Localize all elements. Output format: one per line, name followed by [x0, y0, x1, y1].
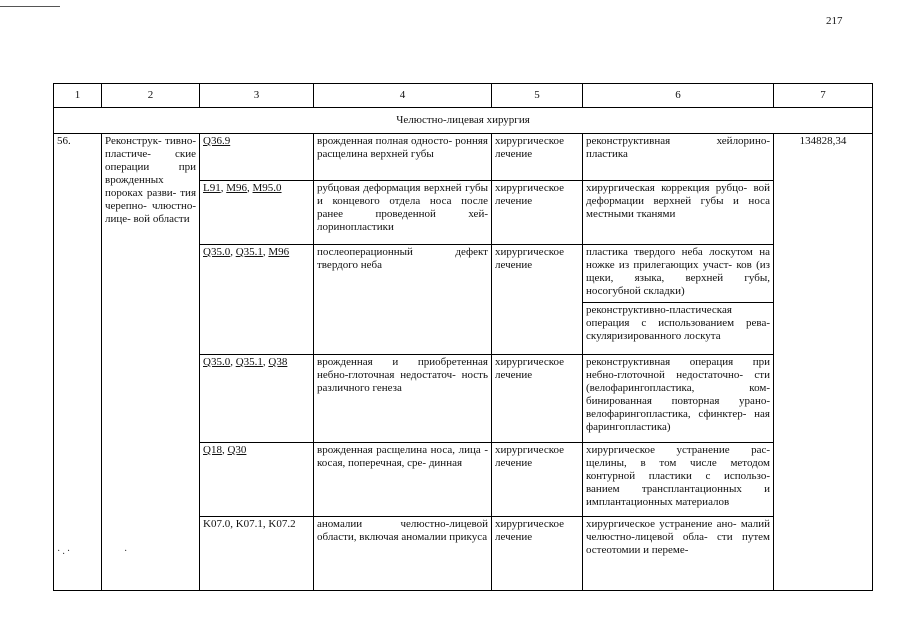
column-number: 5 — [492, 84, 583, 108]
scan-mark: · — [124, 546, 128, 557]
diagnosis-code[interactable]: M96 — [268, 246, 290, 258]
diagnosis-codes — [200, 134, 314, 181]
diagnosis-code[interactable]: Q35.0 — [203, 356, 231, 368]
disease-model: аномалии челюстно-лицевой области, включая аномалии прикуса — [314, 517, 492, 591]
page-number: 217 — [826, 15, 843, 27]
column-number: 4 — [314, 84, 492, 108]
column-number: 6 — [583, 84, 774, 108]
diagnosis-code[interactable]: Q18 — [203, 444, 222, 456]
item-name: Реконструк- тивно-пластиче- ские операции при врожденных пороках разви- тия черепно- члюстно-лице- вой области — [102, 134, 200, 591]
diagnosis-code[interactable]: Q35.1 — [235, 246, 263, 258]
column-number: 2 — [102, 84, 200, 108]
treatment-type: хирургическое лечение — [492, 355, 583, 443]
treatment-method: пластика твердого неба лоскутом на ножке из прилегающих участ- ков (из щеки, языка, верхней губы, носогубной складки) — [583, 245, 774, 303]
diagnosis-codes: Q35.0, Q35.1, Q38 — [200, 355, 314, 443]
disease-model: послеоперационный дефект твердого неба — [314, 245, 492, 355]
diagnosis-code[interactable]: Q30 — [227, 444, 247, 456]
column-number-row — [54, 84, 873, 108]
disease-model: врожденная полная односто- ронняя расщелина верхней губы — [314, 134, 492, 181]
treatment-type: хирургическое лечение — [492, 245, 583, 355]
column-number: 3 — [200, 84, 314, 108]
diagnosis-code[interactable]: Q35.1 — [235, 356, 263, 368]
diagnosis-code[interactable]: M96 — [226, 182, 248, 194]
treatment-type: хирургическое лечение — [492, 134, 583, 181]
diagnosis-code: K07.1 — [235, 518, 263, 530]
diagnosis-codes: Q18, Q30 — [200, 443, 314, 517]
diagnosis-code: K07.2 — [268, 518, 296, 530]
section-row — [54, 108, 873, 134]
diagnosis-code: K07.0 — [203, 518, 231, 530]
diagnosis-codes: Q35.0, Q35.1, M96 — [200, 245, 314, 355]
procedures-table — [53, 83, 873, 591]
header-rule — [0, 6, 60, 7]
diagnosis-codes: K07.0, K07.1, K07.2 — [200, 517, 314, 591]
column-number: 7 — [774, 84, 873, 108]
treatment-method: реконструктивная операция при небно-глоточной недостаточно- сти (велофарингопластика, ком- бинированная повторная урано- велофарингопластика, сфинктер- ная фарингопластика) — [583, 355, 774, 443]
treatment-type: хирургическое лечение — [492, 181, 583, 245]
treatment-method: хирургическое устранение рас- щелины, в том числе методом контурной пластики с использо- ванием трансплантационных и имплантационных материалов — [583, 443, 774, 517]
section-title: Челюстно-лицевая хирургия — [54, 108, 873, 134]
treatment-method: реконструктивно-пластическая операция с использованием рева- скуляризированного лоскута — [583, 303, 774, 355]
diagnosis-codes: L91, M96, M95.0 — [200, 181, 314, 245]
diagnosis-code[interactable]: Q35.0 — [203, 246, 231, 258]
disease-model: врожденная расщелина носа, лица - косая, поперечная, сре- динная — [314, 443, 492, 517]
treatment-method: реконструктивная хейлорино- пластика — [583, 134, 774, 181]
item-number: 56. — [54, 134, 102, 591]
cost-value: 134828,34 — [774, 134, 873, 591]
diagnosis-code[interactable]: Q38 — [268, 356, 288, 368]
diagnosis-code[interactable]: L91 — [203, 182, 221, 194]
diagnosis-code[interactable]: M95.0 — [252, 182, 282, 194]
scan-mark: ·.· — [57, 546, 73, 557]
treatment-method: хирургическая коррекция рубцо- вой деформации верхней губы и носа местными тканями — [583, 181, 774, 245]
disease-model: врожденная и приобретенная небно-глоточная недостаточ- ность различного генеза — [314, 355, 492, 443]
disease-model: рубцовая деформация верхней губы и концевого отдела носа после ранее проведенной хей- лоринопластики — [314, 181, 492, 245]
diagnosis-code[interactable]: Q36.9 — [203, 135, 231, 147]
treatment-method: хирургическое устранение ано- малий челюстно-лицевой обла- сти путем остеотомии и переме- — [583, 517, 774, 591]
table-row — [54, 134, 873, 181]
treatment-type: хирургическое лечение — [492, 443, 583, 517]
treatment-type: хирургическое лечение — [492, 517, 583, 591]
column-number: 1 — [54, 84, 102, 108]
